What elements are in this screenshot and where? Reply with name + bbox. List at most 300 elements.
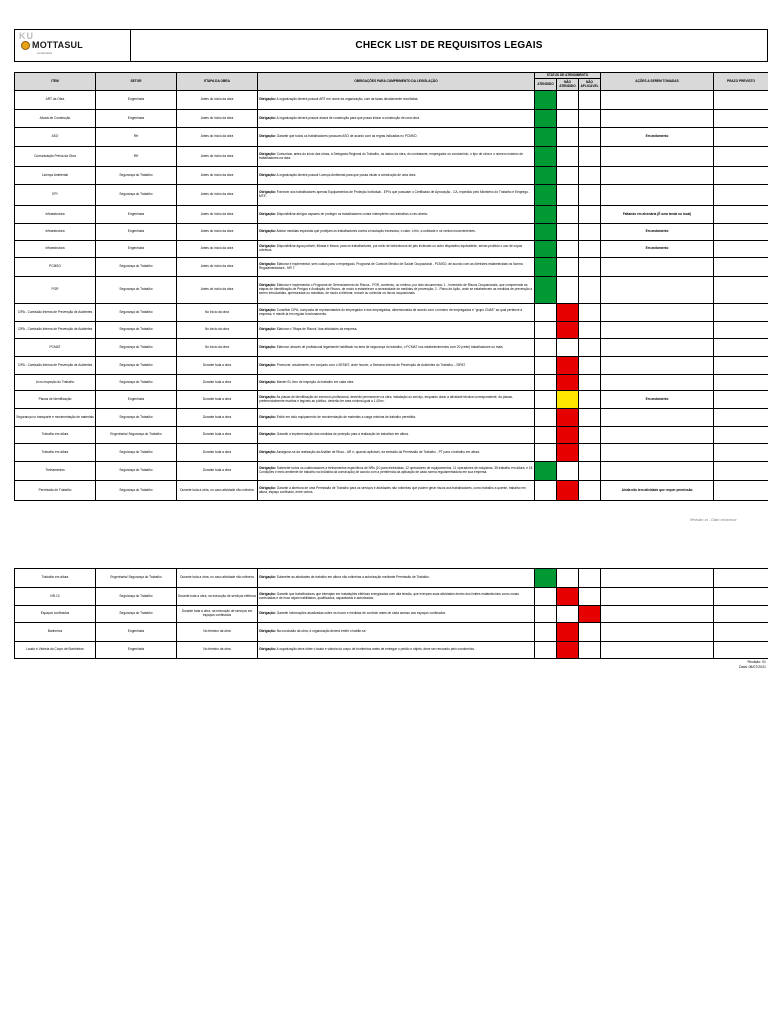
- setor-cell: Segurança do Trabalho: [96, 481, 177, 501]
- item-cell: Livro Inspeção do Trabalho: [15, 375, 96, 391]
- table-row: [15, 642, 768, 659]
- document-header: [14, 29, 768, 62]
- obrigacao-cell: [258, 569, 535, 588]
- obrigacao-prefix: Obrigação:: [259, 172, 276, 177]
- status-nao-atendido-cell: [557, 167, 579, 185]
- etapa-cell: Antes do início da obra: [177, 241, 258, 258]
- setor-cell: Segurança do Trabalho: [96, 357, 177, 375]
- setor-cell: Segurança do Trabalho: [96, 375, 177, 391]
- item-cell: PCMSO: [15, 258, 96, 277]
- etapa-cell: No término da obra: [177, 642, 258, 659]
- acao-cell: [601, 110, 714, 128]
- etapa-cell: Durante toda a obra: [177, 462, 258, 481]
- obrigacao-cell: [258, 623, 535, 642]
- obrigacao-prefix: Obrigação:: [259, 229, 276, 234]
- obrigacao-cell: [258, 444, 535, 462]
- status-nao-atendido-cell: [557, 241, 579, 258]
- revision-note-ghost: Revisão: xx - Data: xx/xx/xxxx: [690, 518, 737, 522]
- requirements-table: [14, 72, 768, 501]
- status-nao-atendido-cell: [557, 258, 579, 277]
- item-cell: Alvará de Construção: [15, 110, 96, 128]
- column-header-acoes: AÇÕES A SEREM TOMADAS: [601, 73, 714, 91]
- acao-cell: [601, 623, 714, 642]
- column-header-nao-atendido: NÃO ATENDIDO: [557, 79, 579, 91]
- item-cell: Laudo e Vistoria do Corpo de Bombeiros: [15, 642, 96, 659]
- item-cell: CIPA - Comissão Interna de Prevenção de Acidentes: [15, 304, 96, 322]
- status-nao-aplicavel-cell: [579, 258, 601, 277]
- table-row: [15, 606, 768, 623]
- status-nao-atendido-cell: [557, 588, 579, 606]
- status-atendido-cell: [535, 167, 557, 185]
- status-atendido-cell: [535, 206, 557, 224]
- acao-cell: Em andamento: [601, 224, 714, 241]
- status-nao-aplicavel-cell: [579, 642, 601, 659]
- status-atendido-cell: [535, 224, 557, 241]
- etapa-cell: Antes do início da obra: [177, 206, 258, 224]
- acao-cell: Em andamento: [601, 241, 714, 258]
- status-nao-aplicavel-cell: [579, 185, 601, 206]
- obrigacao-cell: [258, 224, 535, 241]
- prazo-cell: [714, 357, 768, 375]
- status-atendido-cell: [535, 185, 557, 206]
- obrigacao-cell: [258, 357, 535, 375]
- item-cell: Treinamentos: [15, 462, 96, 481]
- table-row: [15, 167, 768, 185]
- table-row: [15, 462, 768, 481]
- status-nao-atendido-cell: [557, 185, 579, 206]
- column-header-setor: SETOR: [96, 73, 177, 91]
- prazo-cell: [714, 304, 768, 322]
- obrigacao-prefix: Obrigação:: [259, 262, 276, 267]
- status-nao-aplicavel-cell: [579, 569, 601, 588]
- item-cell: ART da Obra: [15, 91, 96, 110]
- status-atendido-cell: [535, 241, 557, 258]
- obrigacao-cell: [258, 91, 535, 110]
- prazo-cell: [714, 588, 768, 606]
- obrigacao-prefix: Obrigação:: [259, 449, 276, 454]
- obrigacao-text: Constituir CIPA, composta de representantes do empregador e dos empregados, dimensionada de acordo com o número de empregados e "grupo CNAE" ao qual pertence a empresa, e mantê-la em regular funcionamento.: [259, 307, 523, 316]
- item-cell: Trabalho em altura: [15, 427, 96, 444]
- revision-number: Revisão: 01: [747, 660, 766, 664]
- acao-cell: [601, 258, 714, 277]
- obrigacao-cell: [258, 110, 535, 128]
- acao-cell: [601, 588, 714, 606]
- column-header-obrigacoes: OBRIGAÇÕES PARA CUMPRIMENTO DA LEGISLAÇÃO: [258, 73, 535, 91]
- setor-cell: RH: [96, 147, 177, 167]
- status-nao-aplicavel-cell: [579, 128, 601, 147]
- prazo-cell: [714, 409, 768, 427]
- obrigacao-cell: [258, 185, 535, 206]
- status-atendido-cell: [535, 462, 557, 481]
- item-cell: Banheiros: [15, 623, 96, 642]
- column-header-nao-aplicavel: NÃO APLICÁVEL: [579, 79, 601, 91]
- obrigacao-prefix: Obrigação:: [259, 485, 276, 490]
- obrigacao-prefix: Obrigação:: [259, 575, 276, 580]
- status-nao-atendido-cell: [557, 357, 579, 375]
- table-row: [15, 206, 768, 224]
- status-nao-atendido-cell: [557, 128, 579, 147]
- revision-date: Data: 08/07/2021: [739, 664, 766, 669]
- prazo-cell: [714, 206, 768, 224]
- column-header-item: ITEM: [15, 73, 96, 91]
- status-nao-aplicavel-cell: [579, 444, 601, 462]
- prazo-cell: [714, 606, 768, 623]
- acao-cell: [601, 427, 714, 444]
- etapa-cell: No início da obra: [177, 322, 258, 339]
- obrigacao-prefix: Obrigação:: [259, 115, 276, 120]
- prazo-cell: [714, 623, 768, 642]
- logo-ghost-mark: KU: [19, 31, 34, 41]
- obrigacao-cell: [258, 147, 535, 167]
- acao-cell: [601, 304, 714, 322]
- acao-cell: [601, 642, 714, 659]
- prazo-cell: [714, 128, 768, 147]
- obrigacao-cell: [258, 304, 535, 322]
- status-nao-aplicavel-cell: [579, 304, 601, 322]
- table-row: [15, 569, 768, 588]
- etapa-cell: Durante toda a obra: [177, 375, 258, 391]
- prazo-cell: [714, 481, 768, 501]
- obrigacao-prefix: Obrigação:: [259, 327, 276, 332]
- obrigacao-cell: [258, 167, 535, 185]
- status-nao-atendido-cell: [557, 569, 579, 588]
- status-atendido-cell: [535, 258, 557, 277]
- obrigacao-prefix: Obrigação:: [259, 244, 276, 249]
- etapa-cell: Antes do início da obra: [177, 277, 258, 304]
- item-cell: CIPA - Comissão Interna de Prevenção de Acidentes: [15, 357, 96, 375]
- prazo-cell: [714, 277, 768, 304]
- status-atendido-cell: [535, 409, 557, 427]
- etapa-cell: Durante toda a obra, na execução de serviços elétricos: [177, 588, 258, 606]
- setor-cell: RH: [96, 128, 177, 147]
- obrigacao-text: A organização deverá possuir ART em nome da organização, com as taxas devidamente recolhidas.: [275, 97, 419, 102]
- status-nao-atendido-cell: [557, 91, 579, 110]
- obrigacao-cell: [258, 339, 535, 357]
- status-nao-atendido-cell: [557, 642, 579, 659]
- etapa-cell: Durante toda a obra: [177, 357, 258, 375]
- setor-cell: Segurança do Trabalho: [96, 444, 177, 462]
- obrigacao-text: Assegurar-se da realização da Análise de Risco - AR e, quando aplicável, da emissão da Permissão de Trabalho - PT para o trabalho em altura.: [275, 449, 481, 454]
- prazo-cell: [714, 110, 768, 128]
- status-atendido-cell: [535, 623, 557, 642]
- table-row: [15, 224, 768, 241]
- prazo-cell: [714, 444, 768, 462]
- obrigacao-prefix: Obrigação:: [259, 629, 276, 634]
- table-row: [15, 304, 768, 322]
- etapa-cell: Durante toda a obra: [177, 391, 258, 409]
- item-cell: ASO: [15, 128, 96, 147]
- obrigacao-prefix: Obrigação:: [259, 97, 276, 102]
- obrigacao-text: Garantir que todos os trabalhadores possuam ASO de acordo com as regras indicadas no PCMSO.: [275, 134, 418, 139]
- status-nao-aplicavel-cell: [579, 167, 601, 185]
- status-nao-aplicavel-cell: [579, 277, 601, 304]
- etapa-cell: No início da obra: [177, 339, 258, 357]
- status-nao-atendido-cell: [557, 206, 579, 224]
- table-row: [15, 444, 768, 462]
- obrigacao-text: Disponibilizar água potável, filtrada e fresca, para os trabalhadores, por meio de bebedouros de jato inclinado ou outro dispositivo equivalente, sendo proibido o uso de copos coletivos.: [259, 244, 523, 252]
- obrigacao-prefix: Obrigação:: [259, 591, 276, 596]
- etapa-cell: Antes do início da obra: [177, 128, 258, 147]
- obrigacao-cell: [258, 391, 535, 409]
- item-cell: Espaços confinados: [15, 606, 96, 623]
- etapa-cell: Antes do início da obra: [177, 147, 258, 167]
- status-nao-aplicavel-cell: [579, 427, 601, 444]
- status-nao-aplicavel-cell: [579, 206, 601, 224]
- obrigacao-text: Comunicar, antes do início das obras, à Delegacia Regional do Trabalho, os dados da obra, do contratante, empregador ou condomínio, o tipo de obra e o número máximo de trabalhadores na obra.: [259, 151, 524, 160]
- status-nao-aplicavel-cell: [579, 224, 601, 241]
- etapa-cell: Antes do início da obra: [177, 167, 258, 185]
- status-nao-aplicavel-cell: [579, 409, 601, 427]
- status-atendido-cell: [535, 322, 557, 339]
- column-header-etapa: ETAPA DA OBRA: [177, 73, 258, 91]
- prazo-cell: [714, 642, 768, 659]
- obrigacao-cell: [258, 481, 535, 501]
- table-row: [15, 357, 768, 375]
- prazo-cell: [714, 569, 768, 588]
- etapa-cell: Antes do início da obra: [177, 110, 258, 128]
- prazo-cell: [714, 185, 768, 206]
- status-nao-atendido-cell: [557, 110, 579, 128]
- obrigacao-text: Elaborar o "Mapa de Riscos" das atividades da empresa.: [275, 327, 358, 332]
- obrigacao-prefix: Obrigação:: [259, 414, 276, 419]
- status-atendido-cell: [535, 277, 557, 304]
- item-cell: Permissão de Trabalho: [15, 481, 96, 501]
- etapa-cell: Antes do início da obra: [177, 185, 258, 206]
- obrigacao-prefix: Obrigação:: [259, 211, 276, 216]
- status-nao-atendido-cell: [557, 224, 579, 241]
- setor-cell: Segurança do Trabalho: [96, 462, 177, 481]
- status-nao-atendido-cell: [557, 623, 579, 642]
- obrigacao-prefix: Obrigação:: [259, 466, 276, 471]
- obrigacao-text: Fornecer aos trabalhadores apenas Equipamentos de Proteção Individual - EPI's que possuam o Certificado de Aprovação - CA, expedido pelo Ministério do Trabalho e Emprego - MTE.: [259, 190, 530, 198]
- etapa-cell: Durante toda a obra: [177, 409, 258, 427]
- obrigacao-prefix: Obrigação:: [259, 134, 276, 139]
- status-atendido-cell: [535, 147, 557, 167]
- obrigacao-prefix: Obrigação:: [259, 647, 276, 652]
- prazo-cell: [714, 462, 768, 481]
- table-row: [15, 588, 768, 606]
- status-atendido-cell: [535, 375, 557, 391]
- obrigacao-cell: [258, 258, 535, 277]
- etapa-cell: Antes do início da obra: [177, 258, 258, 277]
- acao-cell: [601, 339, 714, 357]
- obrigacao-text: Elaborar e implementar o Programa de Gerenciamento de Riscos - PGR, contendo, no mínimo, por dois documentos: 1 - Inventário de Riscos Ocupacionais, que compreende as etapas de Identificação de Perigos e Avaliação de Riscos, de modo a estabelecer a necessidade de medidas de prevenção; 2 - Plano de Ação, onde se estabelecem as medidas de prevenção a serem introduzidas, aprimoradas ou mantidas, de modo a eliminar, reduzir ou controlar os riscos ocupacionais.: [259, 283, 533, 295]
- setor-cell: Engenharia: [96, 241, 177, 258]
- setor-cell: Engenharia: [96, 224, 177, 241]
- obrigacao-text: Garantir a implementação das medidas de proteção para a realização de trabalhos em altura.: [275, 432, 409, 437]
- obrigacao-text: Exibir em todo equipamento de movimentação de materiais a carga máxima de trabalho permitida.: [275, 414, 416, 419]
- status-nao-aplicavel-cell: [579, 391, 601, 409]
- acao-cell: Ainda não tem atividade que requer permissão: [601, 481, 714, 501]
- item-cell: CIPA - Comissão Interna de Prevenção de Acidentes: [15, 322, 96, 339]
- setor-cell: Engenharia: [96, 391, 177, 409]
- status-atendido-cell: [535, 339, 557, 357]
- obrigacao-prefix: Obrigação:: [259, 190, 276, 195]
- obrigacao-prefix: Obrigação:: [259, 394, 276, 399]
- logo-name: MOTTASUL: [32, 40, 83, 50]
- revision-info: [700, 660, 766, 669]
- table-row: [15, 427, 768, 444]
- table-row: [15, 277, 768, 304]
- item-cell: PGR: [15, 277, 96, 304]
- obrigacao-prefix: Obrigação:: [259, 307, 276, 312]
- status-atendido-cell: [535, 606, 557, 623]
- setor-cell: Segurança do Trabalho: [96, 304, 177, 322]
- status-nao-atendido-cell: [557, 444, 579, 462]
- obrigacao-cell: [258, 206, 535, 224]
- etapa-cell: No início da obra: [177, 304, 258, 322]
- status-nao-aplicavel-cell: [579, 357, 601, 375]
- prazo-cell: [714, 375, 768, 391]
- status-nao-atendido-cell: [557, 304, 579, 322]
- prazo-cell: [714, 258, 768, 277]
- etapa-cell: Durante toda a obra: [177, 444, 258, 462]
- status-atendido-cell: [535, 91, 557, 110]
- obrigacao-text: A organização deverá possuir Licença Ambiental para que possa iniciar a construção de uma obra.: [275, 172, 417, 177]
- obrigacao-cell: [258, 322, 535, 339]
- item-cell: Infraestrutura: [15, 206, 96, 224]
- setor-cell: Segurança do Trabalho: [96, 588, 177, 606]
- item-cell: Infraestrutura: [15, 241, 96, 258]
- obrigacao-cell: [258, 606, 535, 623]
- setor-cell: Segurança do Trabalho: [96, 322, 177, 339]
- obrigacao-cell: [258, 277, 535, 304]
- table-row: [15, 185, 768, 206]
- etapa-cell: Durante toda a obra, no caso atividade não rotineira: [177, 481, 258, 501]
- obrigacao-cell: [258, 375, 535, 391]
- acao-cell: Em andamento: [601, 391, 714, 409]
- setor-cell: Segurança do Trabalho: [96, 606, 177, 623]
- table-row: [15, 110, 768, 128]
- obrigacao-prefix: Obrigação:: [259, 611, 276, 616]
- setor-cell: Segurança do Trabalho: [96, 167, 177, 185]
- status-atendido-cell: [535, 391, 557, 409]
- prazo-cell: [714, 147, 768, 167]
- status-atendido-cell: [535, 128, 557, 147]
- status-nao-atendido-cell: [557, 375, 579, 391]
- logo-emblem-icon: [21, 41, 30, 50]
- status-nao-aplicavel-cell: [579, 110, 601, 128]
- status-nao-atendido-cell: [557, 427, 579, 444]
- etapa-cell: Antes do início da obra: [177, 91, 258, 110]
- setor-cell: Engenharia: [96, 206, 177, 224]
- obrigacao-text: Disponibilizar abrigos capazes de proteger os trabalhadores contra intempéries nos trabalhos a céu aberto.: [275, 211, 429, 216]
- acao-cell: Faltando em alvenária (É uma tenda no local): [601, 206, 714, 224]
- item-cell: Trabalho em altura: [15, 569, 96, 588]
- setor-cell: Segurança do Trabalho: [96, 409, 177, 427]
- table-row: [15, 623, 768, 642]
- obrigacao-text: A organização deve obter o laudo e vistoria do corpo de bombeiros antes de entregar o prédio e objeto, deve ser renovado pelo condomínio.: [275, 647, 476, 652]
- item-cell: Infraestrutura: [15, 224, 96, 241]
- obrigacao-cell: [258, 588, 535, 606]
- setor-cell: Segurança do Trabalho: [96, 339, 177, 357]
- item-cell: Licença Ambiental: [15, 167, 96, 185]
- status-nao-aplicavel-cell: [579, 623, 601, 642]
- acao-cell: [601, 409, 714, 427]
- status-nao-atendido-cell: [557, 409, 579, 427]
- obrigacao-text: Na conclusão da obra, a organização deverá emitir o habite-se.: [275, 629, 367, 634]
- acao-cell: [601, 462, 714, 481]
- obrigacao-cell: [258, 427, 535, 444]
- table-row: [15, 258, 768, 277]
- setor-cell: Segurança do Trabalho: [96, 277, 177, 304]
- etapa-cell: Durante toda a obra: [177, 427, 258, 444]
- status-nao-aplicavel-cell: [579, 375, 601, 391]
- etapa-cell: No término da obra: [177, 623, 258, 642]
- company-logo: [15, 30, 131, 61]
- item-cell: Segurança no transporte e movimentação de materiais: [15, 409, 96, 427]
- status-nao-atendido-cell: [557, 462, 579, 481]
- setor-cell: Engenharia: [96, 91, 177, 110]
- obrigacao-cell: [258, 409, 535, 427]
- obrigacao-prefix: Obrigação:: [259, 151, 276, 156]
- status-nao-atendido-cell: [557, 391, 579, 409]
- item-cell: PCMAT: [15, 339, 96, 357]
- obrigacao-cell: [258, 642, 535, 659]
- obrigacao-text: Promover, anualmente, em conjunto com o SESMT, onde houver, a Semana Interna de Prevenção de Acidentes do Trabalho – SIPAT.: [275, 362, 466, 367]
- acao-cell: [601, 91, 714, 110]
- status-atendido-cell: [535, 304, 557, 322]
- status-nao-atendido-cell: [557, 147, 579, 167]
- table-row: [15, 481, 768, 501]
- setor-cell: Engenharia: [96, 642, 177, 659]
- obrigacao-text: Garantir informações atualizadas sobre os riscos e medidas de controle antes de cada acesso aos espaços confinados.: [275, 611, 446, 616]
- obrigacao-text: Garantir a abertura de uma Permissão de Trabalho para os serviços e atividades não rotineiras que podem gerar riscos aos trabalhadores, como trabalho a quente, trabalho em altura, espaço confinado, entre outros.: [259, 485, 526, 494]
- item-cell: Comunicação Prévia da Obra: [15, 147, 96, 167]
- acao-cell: [601, 167, 714, 185]
- setor-cell: Engenharia/ Segurança do Trabalho: [96, 427, 177, 444]
- prazo-cell: [714, 91, 768, 110]
- prazo-cell: [714, 339, 768, 357]
- column-header-status: STATUS DE ATENDIMENTO: [535, 73, 601, 79]
- status-nao-aplicavel-cell: [579, 91, 601, 110]
- acao-cell: [601, 569, 714, 588]
- obrigacao-cell: [258, 462, 535, 481]
- acao-cell: [601, 147, 714, 167]
- setor-cell: Engenharia: [96, 623, 177, 642]
- prazo-cell: [714, 391, 768, 409]
- prazo-cell: [714, 167, 768, 185]
- prazo-cell: [714, 241, 768, 258]
- column-header-prazo: PRAZO PREVISTO: [714, 73, 768, 91]
- table-row: [15, 322, 768, 339]
- acao-cell: [601, 277, 714, 304]
- status-nao-atendido-cell: [557, 339, 579, 357]
- table-row: [15, 409, 768, 427]
- status-nao-aplicavel-cell: [579, 241, 601, 258]
- item-cell: EPI: [15, 185, 96, 206]
- status-atendido-cell: [535, 481, 557, 501]
- obrigacao-text: As placas de identificação do exercício profissional, deverão permanecer na obra, instalação ou serviço, enquanto durar a atividade técnica correspondente. As placas, preferencialmente escritas e legíveis ao público, deverão ter área mínima igual a 1,00m².: [259, 394, 513, 403]
- status-nao-aplicavel-cell: [579, 606, 601, 623]
- status-nao-atendido-cell: [557, 322, 579, 339]
- status-nao-aplicavel-cell: [579, 147, 601, 167]
- prazo-cell: [714, 322, 768, 339]
- obrigacao-cell: [258, 241, 535, 258]
- obrigacao-prefix: Obrigação:: [259, 379, 276, 384]
- obrigacao-text: Submeter as atividades de trabalho em altura não rotineiras a autorização mediante Permissão de Trabalho.: [275, 575, 430, 580]
- status-atendido-cell: [535, 357, 557, 375]
- obrigacao-text: A organização deverá possuir alvará de construção para que possa iniciar a construção de uma obra.: [275, 115, 420, 120]
- item-cell: NR-10: [15, 588, 96, 606]
- setor-cell: Segurança do Trabalho: [96, 258, 177, 277]
- obrigacao-text: Adotar medidas especiais que protejam os trabalhadores contra a insolação excessiva, o calor, o frio, a umidade e os ventos inconvenientes.: [275, 229, 476, 234]
- obrigacao-prefix: Obrigação:: [259, 344, 276, 349]
- obrigacao-text: Elaborar, através de profissional legalmente habilitado na área de segurança do trabalho, o PCMAT nos estabelecimentos com 20 (vinte) trabalhadores ou mais.: [275, 344, 504, 349]
- status-atendido-cell: [535, 110, 557, 128]
- etapa-cell: Durante toda a obra, na execução de serviços em espaços confinados: [177, 606, 258, 623]
- table-row: [15, 147, 768, 167]
